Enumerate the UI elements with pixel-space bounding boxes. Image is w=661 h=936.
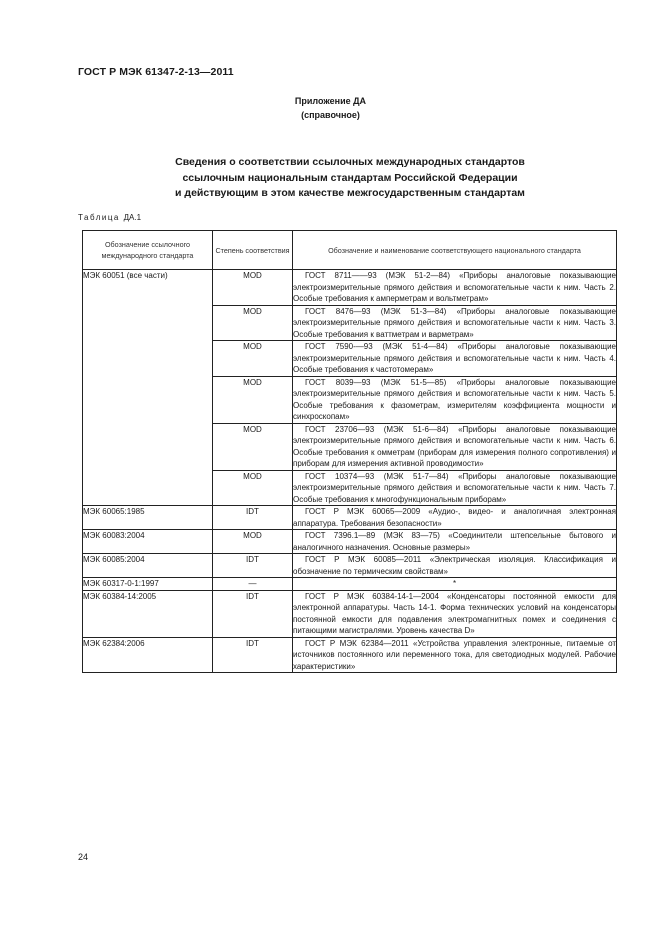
- main-title-line: ссылочным национальным стандартам Российской Федерации: [182, 171, 518, 184]
- ref-standard-cell: МЭК 62384:2006: [83, 637, 213, 673]
- national-standard-cell: [293, 530, 617, 554]
- main-title: [120, 155, 580, 202]
- national-standard-text: ГОСТ 8711——93 (МЭК 51-2—84) «Приборы аналоговые показывающие электроизмерительные прямого действия и вспомогательные части к ним. Часть 2. Особые требования к амперметрам и вольтметрам»: [293, 271, 616, 303]
- degree-cell: IDT: [213, 590, 293, 637]
- ref-standard-cell: МЭК 60317-0-1:1997: [83, 578, 213, 591]
- national-standard-text: ГОСТ Р МЭК 60085—2011 «Электрическая изоляция. Классификация и обозначение по термическим свойствам»: [293, 555, 616, 576]
- header-ref-standard: Обозначение ссылочного международного стандарта: [83, 231, 213, 270]
- table-caption: [78, 213, 141, 222]
- national-standard-text: ГОСТ 7590-—93 (МЭК 51-4—84) «Приборы аналоговые показывающие электроизмерительные прямого действия и вспомогательные части к ним. Часть 4. Особые требования к частотомерам»: [293, 342, 616, 374]
- ref-standard-cell: МЭК 60065:1985: [83, 506, 213, 530]
- ref-standard-cell: МЭК 60083:2004: [83, 530, 213, 554]
- national-standard-text: ГОСТ 8039—93 (МЭК 51-5—85) «Приборы аналоговые показывающие электроизмерительные прямого действия и вспомогательные части к ним. Часть 5. Особые требования к фазометрам, измерителям коэффициента мощности и синхроскопам»: [293, 377, 616, 421]
- national-standard-text: ГОСТ 10374—93 (МЭК 51-7—84) «Приборы аналоговые показывающие электроизмерительные прямого действия и вспомогательные части к ним. Часть 7. Особые требования к многофункциональным приборам»: [293, 471, 616, 504]
- national-standard-cell: [293, 376, 617, 423]
- document-code: ГОСТ Р МЭК 61347-2-13—2011: [78, 66, 234, 78]
- national-standard-cell: [293, 270, 617, 306]
- degree-cell: IDT: [213, 554, 293, 578]
- main-title-line: Сведения о соответствии ссылочных международных стандартов: [175, 156, 525, 168]
- ref-standard-cell: МЭК 60085:2004: [83, 554, 213, 578]
- table-caption-label: Таблица: [78, 213, 120, 222]
- appendix-title: Приложение ДА: [294, 96, 367, 106]
- national-standard-cell: [293, 554, 617, 578]
- degree-cell: MOD: [213, 423, 293, 470]
- national-standard-text: ГОСТ 23706—93 (МЭК 51-6—84) «Приборы аналоговые показывающие электроизмерительные прямого действия и вспомогательные части к ним. Часть 6. Особые требования к омметрам (приборам для измерения полного сопротивления) и приборам для измерения активной проводимости»: [293, 424, 616, 468]
- national-standard-cell: *: [293, 578, 617, 591]
- national-standard-text: ГОСТ Р МЭК 60384-14-1—2004 «Конденсаторы постоянной емкости для электронной аппаратуры. Часть 14-1. Форма технических условий на конденсаторы постоянной емкости для подавления электромагнитных помех и соединения с питающими магистралями. Уровень качества D»: [293, 591, 616, 635]
- national-standard-cell: [293, 637, 617, 673]
- table-row: [83, 637, 617, 673]
- standards-table: [82, 230, 617, 673]
- degree-cell: —: [213, 578, 293, 591]
- degree-cell: MOD: [213, 305, 293, 341]
- appendix-subtitle: (справочное): [301, 110, 360, 120]
- header-national-standard: Обозначение и наименование соответствующего национального стандарта: [293, 231, 617, 270]
- degree-cell: MOD: [213, 470, 293, 506]
- degree-cell: IDT: [213, 637, 293, 673]
- national-standard-cell: [293, 305, 617, 341]
- table-row: [83, 590, 617, 637]
- degree-cell: IDT: [213, 506, 293, 530]
- national-standard-cell: [293, 341, 617, 377]
- ref-standard-cell: МЭК 60384-14:2005: [83, 590, 213, 637]
- national-standard-cell: [293, 470, 617, 506]
- degree-cell: MOD: [213, 376, 293, 423]
- main-title-line: и действующим в этом качестве межгосударственным стандартам: [175, 187, 525, 199]
- national-standard-text: ГОСТ 7396.1—89 (МЭК 83—75) «Соединители штепсельные бытового и аналогичного назначения. Основные размеры»: [293, 531, 616, 552]
- table-row: [83, 530, 617, 554]
- table-row: [83, 554, 617, 578]
- national-standard-cell: [293, 590, 617, 637]
- national-standard-cell: [293, 506, 617, 530]
- degree-cell: MOD: [213, 270, 293, 306]
- table-caption-number: ДА.1: [123, 213, 142, 222]
- table-row: [83, 270, 617, 306]
- degree-cell: MOD: [213, 341, 293, 377]
- page-number: 24: [78, 852, 89, 862]
- table-row: [83, 578, 617, 591]
- table-header-row: [83, 231, 617, 270]
- table-row: [83, 506, 617, 530]
- national-standard-text: ГОСТ Р МЭК 62384—2011 «Устройства управления электронные, питаемые от источников постоянного или переменного тока, для светодиодных модулей. Рабочие характеристики»: [293, 638, 616, 671]
- national-standard-cell: [293, 423, 617, 470]
- national-standard-text: ГОСТ Р МЭК 60065—2009 «Аудио-, видео- и аналогичная электронная аппаратура. Требования безопасности»: [293, 507, 616, 528]
- ref-standard-cell: МЭК 60051 (все части): [83, 270, 213, 506]
- national-standard-text: ГОСТ 8476—93 (МЭК 51-3—84) «Приборы аналоговые показывающие электроизмерительные прямого действия и вспомогательные части к ним. Часть 3. Особые требования к ваттметрам и варметрам»: [293, 306, 616, 339]
- header-degree: Степень соответствия: [213, 231, 293, 270]
- degree-cell: MOD: [213, 530, 293, 554]
